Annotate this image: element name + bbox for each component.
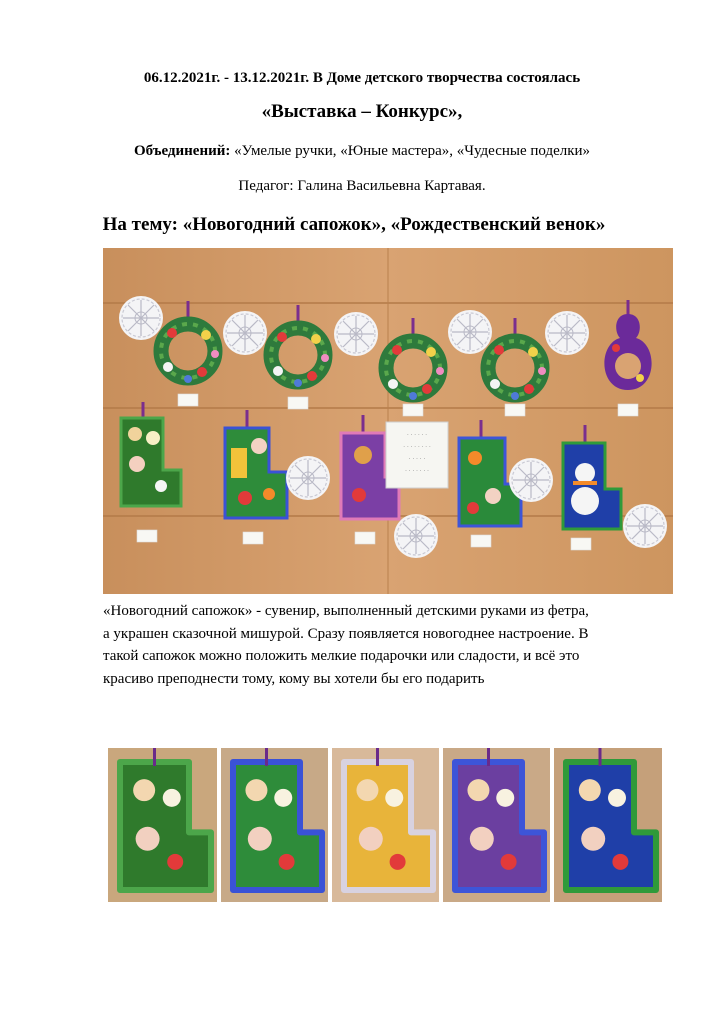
poster-text-1: · · · · · · xyxy=(406,432,428,438)
paragraph-line-4: красиво преподнести тому, кому вы хотели бы его подарить xyxy=(103,670,485,687)
boot-photo-5 xyxy=(554,748,662,902)
poster-text-4: · · · · · · · xyxy=(405,468,429,474)
associations-list: «Умелые ручки, «Юные мастера», «Чудесные поделки» xyxy=(230,143,591,159)
exhibit-photo xyxy=(103,248,673,594)
associations-label: Объединений: xyxy=(133,143,231,159)
boot-photo-1 xyxy=(108,748,217,902)
exhibition-dates-line: 06.12.2021г. - 13.12.2021г. В Доме детского творчества состоялась xyxy=(143,70,581,86)
paragraph-line-3: такой сапожок можно положить мелкие подарочки или сладости, и всё это xyxy=(103,648,580,664)
theme-line: На тему: «Новогодний сапожок», «Рождественский венок» xyxy=(102,214,606,235)
paragraph-line-2: а украшен сказочной мишурой. Сразу появляется новогоднее настроение. В xyxy=(103,625,589,642)
poster-text-2: · · · · · · · · xyxy=(403,444,431,450)
description-paragraph xyxy=(103,600,683,690)
teacher-line: Педагог: Галина Васильевна Картавая. xyxy=(238,178,486,194)
boot-photo-2 xyxy=(221,748,328,902)
boot-photo-4 xyxy=(443,748,550,902)
paragraph-line-1: «Новогодний сапожок» - сувенир, выполненный детскими руками из фетра, xyxy=(103,603,589,619)
boot-photo-3 xyxy=(332,748,439,902)
exhibition-title: «Выставка – Конкурс», xyxy=(261,101,463,122)
associations-line xyxy=(0,143,724,160)
poster-text-3: · · · · · xyxy=(408,456,426,462)
